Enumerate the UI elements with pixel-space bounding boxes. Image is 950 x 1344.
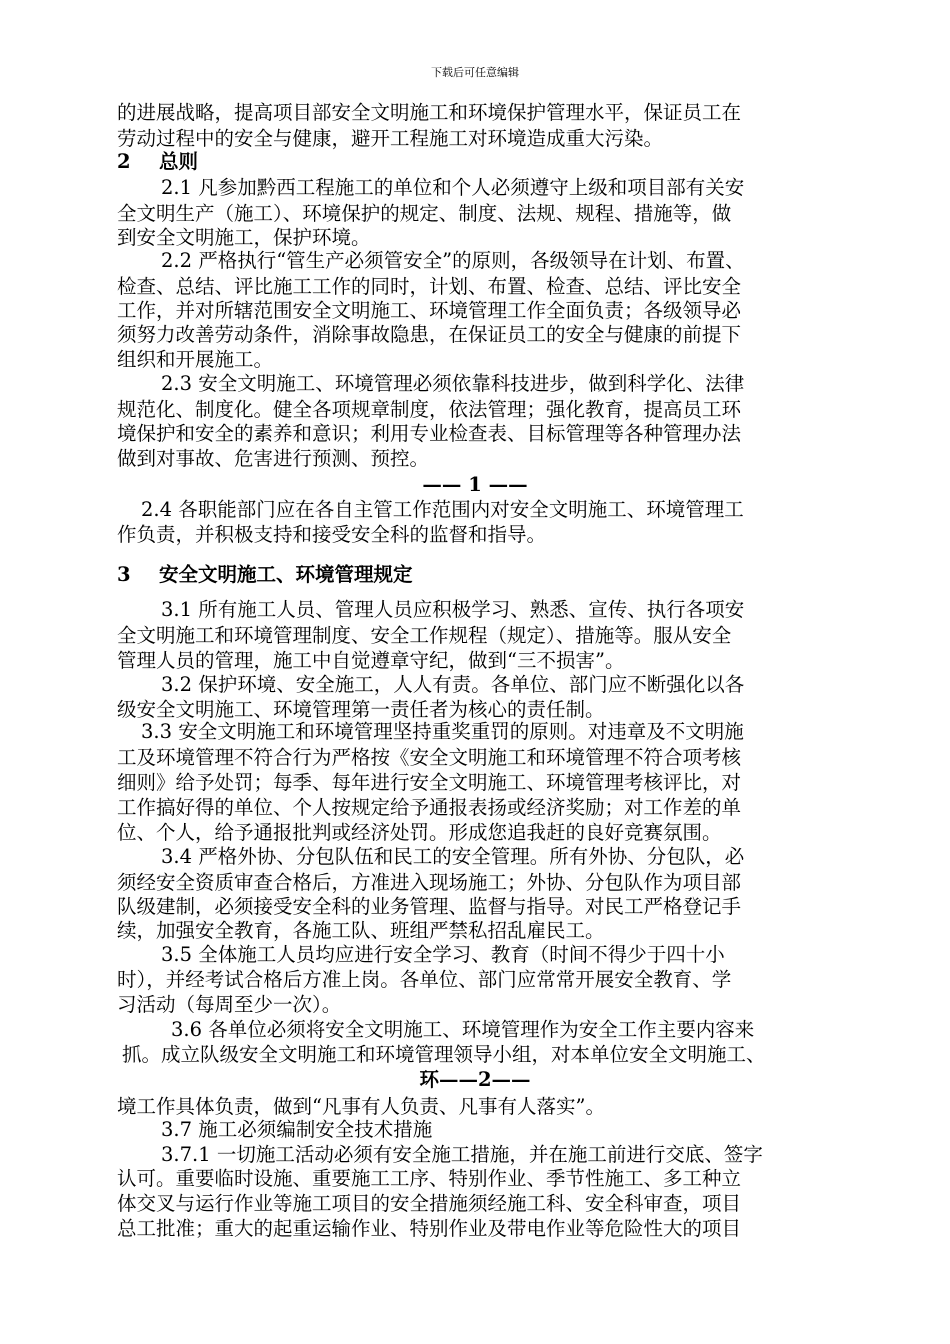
text-line: 境保护和安全的素养和意识；利用专业检查表、目标管理等各种管理办法 — [117, 422, 742, 445]
text-line: 2.1 凡参加黔西工程施工的单位和个人必须遵守上级和项目部有关安 — [161, 176, 745, 199]
section-number: 2 — [117, 150, 131, 173]
section-heading — [117, 562, 413, 588]
text-line: 工作，并对所辖范围安全文明施工、环境管理工作全面负责；各级领导必 — [117, 299, 742, 322]
text-line: 3.3 安全文明施工和环境管理坚持重奖重罚的原则。对违章及不文明施 — [141, 720, 744, 743]
text-line: 2.4 各职能部门应在各自主管工作范围内对安全文明施工、环境管理工 — [141, 498, 744, 521]
text-line: 全文明施工和环境管理制度、安全工作规程（规定）、措施等。服从安全 — [117, 624, 732, 647]
text-line: 须经安全资质审查合格后，方准进入现场施工；外协、分包队作为项目部 — [117, 871, 742, 894]
section-heading — [117, 149, 198, 175]
section-title: 总则 — [159, 150, 199, 173]
text-line: 3.4 严格外协、分包队伍和民工的安全管理。所有外协、分包队，必 — [161, 845, 745, 868]
text-line: 3.5 全体施工人员均应进行安全学习、教育（时间不得少于四十小 — [161, 943, 725, 966]
text-line: 境工作具体负责，做到“凡事有人负责、凡事有人落实”。 — [117, 1095, 605, 1118]
text-line: 到安全文明施工，保护环境。 — [117, 226, 371, 249]
page-number: 环——2—— — [419, 1068, 531, 1091]
text-line: 3.1 所有施工人员、管理人员应积极学习、熟悉、宣传、执行各项安 — [161, 598, 745, 621]
text-line: 队级建制，必须接受安全科的业务管理、监督与指导。对民工严格登记手 — [117, 895, 742, 918]
text-line: 认可。重要临时设施、重要施工工序、特别作业、季节性施工、多工种立 — [117, 1167, 742, 1190]
text-line: 检查、总结、评比施工工作的同时，计划、布置、检查、总结、评比安全 — [117, 275, 742, 298]
text-line: 的进展战略，提高项目部安全文明施工和环境保护管理水平，保证员工在 — [117, 101, 742, 124]
text-line: 3.6 各单位必须将安全文明施工、环境管理作为安全工作主要内容来 — [171, 1018, 755, 1041]
text-line: 2.3 安全文明施工、环境管理必须依靠科技进步，做到科学化、法律 — [161, 372, 745, 395]
text-line: 续，加强安全教育，各施工队、班组严禁私招乱雇民工。 — [117, 919, 605, 942]
text-line: 习活动（每周至少一次）。 — [117, 993, 342, 1016]
text-line: 全文明生产（施工）、环境保护的规定、制度、法规、规程、措施等，做 — [117, 202, 732, 225]
text-line: 级安全文明施工、环境管理第一责任者为核心的责任制。 — [117, 698, 605, 721]
text-line: 体交叉与运行作业等施工项目的安全措施须经施工科、安全科审查，项目 — [117, 1192, 742, 1215]
text-line: 位、个人，给予通报批判或经济处罚。形成您追我赶的良好竞赛氛围。 — [117, 821, 722, 844]
text-line: 须努力改善劳动条件，消除事故隐患，在保证员工的安全与健康的前提下 — [117, 323, 742, 346]
section-number: 3 — [117, 563, 131, 586]
text-line: 组织和开展施工。 — [117, 348, 274, 371]
page-number: —— 1 —— — [422, 473, 528, 496]
section-title: 安全文明施工、环境管理规定 — [159, 563, 413, 586]
text-line: 劳动过程中的安全与健康，避开工程施工对环境造成重大污染。 — [117, 127, 664, 150]
page-header: 下载后可任意编辑 — [431, 66, 519, 79]
text-line: 规范化、制度化。健全各项规章制度，依法管理；强化教育，提高员工环 — [117, 398, 742, 421]
text-line: 细则》给予处罚；每季、每年进行安全文明施工、环境管理考核评比，对 — [117, 771, 742, 794]
text-line: 时），并经考试合格后方准上岗。各单位、部门应常常开展安全教育、学 — [117, 968, 732, 991]
text-line: 工及环境管理不符合行为严格按《安全文明施工和环境管理不符合项考核 — [117, 746, 742, 769]
text-line: 2.2 严格执行“管生产必须管安全”的原则，各级领导在计划、布置、 — [161, 249, 745, 272]
text-line: 3.7.1 一切施工活动必须有安全施工措施，并在施工前进行交底、签字 — [161, 1143, 763, 1166]
text-line: 管理人员的管理，施工中自觉遵章守纪，做到“三不损害”。 — [117, 649, 625, 672]
text-line: 抓。成立队级安全文明施工和环境管理领导小组，对本单位安全文明施工、 — [122, 1043, 766, 1066]
text-line: 3.7 施工必须编制安全技术措施 — [161, 1118, 433, 1141]
text-line: 3.2 保护环境、安全施工，人人有责。各单位、部门应不断强化以各 — [161, 673, 745, 696]
text-line: 作负责，并积极支持和接受安全科的监督和指导。 — [117, 523, 547, 546]
text-line: 工作搞好得的单位、个人按规定给予通报表扬或经济奖励；对工作差的单 — [117, 796, 742, 819]
text-line: 做到对事故、危害进行预测、预控。 — [117, 447, 430, 470]
text-line: 总工批准；重大的起重运输作业、特别作业及带电作业等危险性大的项目 — [117, 1217, 742, 1240]
